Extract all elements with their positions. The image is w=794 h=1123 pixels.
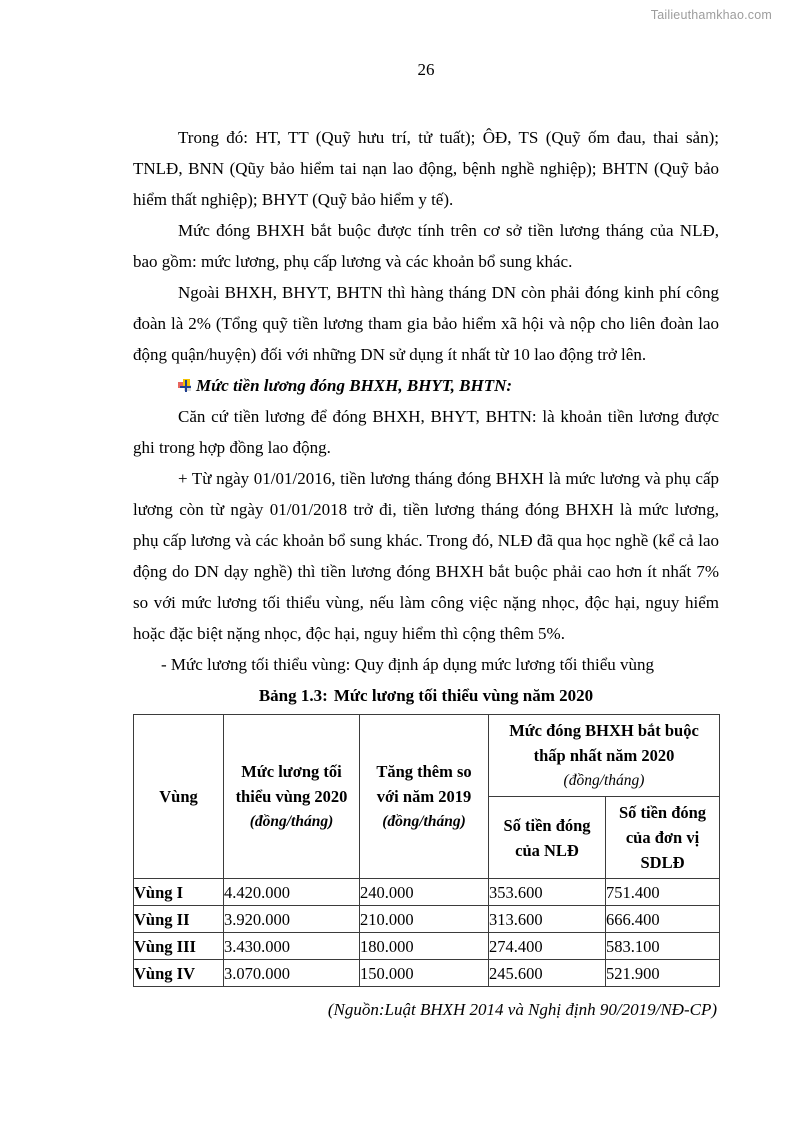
paragraph-2: Mức đóng BHXH bắt buộc được tính trên cơ sở tiền lương tháng của NLĐ, bao gồm: mức lương, phụ cấp lương và các khoản bổ sung khác.	[133, 221, 719, 272]
header-increase-text: Tăng thêm so với năm 2019	[376, 762, 472, 807]
header-sub-nld: Số tiền đóng của NLĐ	[489, 797, 606, 879]
header-min-wage-text: Mức lương tối thiểu vùng 2020	[235, 762, 348, 807]
cell-nld: 274.400	[489, 933, 606, 960]
table-source-note: (Nguồn:Luật BHXH 2014 và Nghị định 90/2019/NĐ-CP)	[327, 1000, 717, 1020]
cell-sdld: 521.900	[606, 960, 720, 987]
paragraph-6: - Mức lương tối thiểu vùng: Quy định áp dụng mức lương tối thiểu vùng	[161, 655, 655, 675]
cell-sdld: 583.100	[606, 933, 720, 960]
paragraph-3: Ngoài BHXH, BHYT, BHTN thì hàng tháng DN còn phải đóng kinh phí công đoàn là 2% (Tổng quỹ tiền lương tham gia bảo hiểm xã hội và nộp cho liên đoàn lao động quận/huyện) đối với những DN sử dụng ít nhất từ 10 lao động trở lên.	[133, 283, 719, 365]
cell-increase: 150.000	[360, 960, 489, 987]
cell-region: Vùng I	[134, 879, 224, 906]
cell-region: Vùng II	[134, 906, 224, 933]
table-row	[134, 933, 720, 960]
word-colored-bullet-icon	[178, 379, 191, 392]
cell-increase: 240.000	[360, 879, 489, 906]
cell-increase: 180.000	[360, 933, 489, 960]
page-content	[133, 60, 719, 1022]
paragraph-1: Trong đó: HT, TT (Quỹ hưu trí, tử tuất); ÔĐ, TS (Quỹ ốm đau, thai sản); TNLĐ, BNN (Qũy bảo hiểm tai nạn lao động, bệnh nghề nghiệp); BHTN (Quỹ bảo hiểm thất nghiệp); BHYT (Quỹ bảo hiểm y tế).	[133, 128, 719, 210]
table-row	[134, 906, 720, 933]
header-increase	[360, 715, 489, 879]
cell-nld: 245.600	[489, 960, 606, 987]
cell-region: Vùng IV	[134, 960, 224, 987]
header-group-text: Mức đóng BHXH bắt buộc thấp nhất năm 2020	[509, 721, 699, 766]
header-sub-sdld: Số tiền đóng của đơn vị SDLĐ	[606, 797, 720, 879]
table-caption-text: Mức lương tối thiểu vùng năm 2020	[333, 686, 594, 706]
cell-sdld: 666.400	[606, 906, 720, 933]
table-row	[134, 960, 720, 987]
page-number: 26	[417, 60, 435, 79]
cell-region: Vùng III	[134, 933, 224, 960]
bullet-heading-label: Mức tiền lương đóng BHXH, BHYT, BHTN:	[196, 376, 513, 396]
watermark: Tailieuthamkhao.com	[650, 8, 772, 22]
table-header-row-1	[134, 715, 720, 797]
cell-min-wage: 4.420.000	[224, 879, 360, 906]
cell-min-wage: 3.070.000	[224, 960, 360, 987]
table-caption-number: Bảng 1.3:	[258, 686, 328, 706]
header-min-wage	[224, 715, 360, 879]
cell-nld: 353.600	[489, 879, 606, 906]
table-row	[134, 879, 720, 906]
cell-increase: 210.000	[360, 906, 489, 933]
cell-sdld: 751.400	[606, 879, 720, 906]
header-increase-unit: (đồng/tháng)	[382, 813, 466, 831]
header-min-wage-unit: (đồng/tháng)	[249, 813, 334, 831]
wage-table	[133, 714, 720, 987]
header-group-bhxh	[489, 715, 720, 797]
table-body	[134, 879, 720, 987]
bullet-heading-wage-level	[133, 370, 719, 401]
header-group-unit: (đồng/tháng)	[563, 772, 645, 790]
table-caption	[133, 683, 719, 709]
paragraph-4: Căn cứ tiền lương để đóng BHXH, BHYT, BHTN: là khoản tiền lương được ghi trong hợp đồng lao động.	[133, 407, 719, 458]
table-header	[134, 715, 720, 879]
cell-nld: 313.600	[489, 906, 606, 933]
header-region: Vùng	[134, 715, 224, 879]
cell-min-wage: 3.920.000	[224, 906, 360, 933]
cell-min-wage: 3.430.000	[224, 933, 360, 960]
paragraph-5: + Từ ngày 01/01/2016, tiền lương tháng đóng BHXH là mức lương và phụ cấp lương còn từ ngày 01/01/2018 trở đi, tiền lương tháng đóng BHXH là mức lương, phụ cấp lương và các khoản bổ sung khác. Trong đó, NLĐ đã qua học nghề (kể cả lao động do DN dạy nghề) thì tiền lương đóng BHXH bắt buộc phải cao hơn ít nhất 7% so với mức lương tối thiểu vùng, nếu làm công việc nặng nhọc, độc hại, nguy hiểm hoặc đặc biệt nặng nhọc, độc hại, nguy hiểm thì cộng thêm 5%.	[133, 469, 719, 644]
